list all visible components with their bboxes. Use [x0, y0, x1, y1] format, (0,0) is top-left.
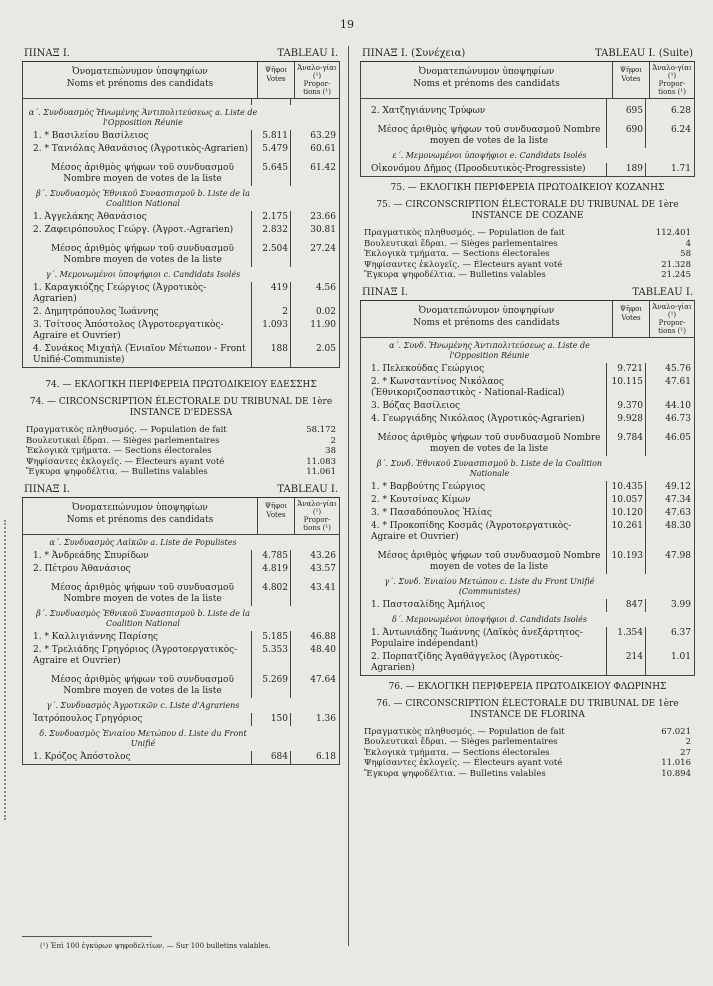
list-heading: β΄. Συνδ. Ἐθνικοῦ Συνασπισμοῦ b. Liste de la Coalition Nationale — [376, 458, 603, 478]
table-header: Ὀνοματεπώνυμον ὑποψηφίων Noms et prénoms des candidats Ψῆφοι Votes Ἀναλο-γίαι (¹) Propor-tions (¹) — [23, 498, 339, 535]
table-row: Οἰκονόμου Δῆμος (Προοδευτικὸς-Progressiste) 189 1.71 — [361, 163, 694, 176]
district-stats: Πραγματικὸς πληθυσμός. — Population de fait 58.172 Βουλευτικαὶ ἕδραι. — Sièges parlementaires 2 Ἐκλογικὰ τμήματα. — Sections électorales 38 Ψηφίσαντες ἐκλογεῖς. — Électeurs ayant voté 11.083 Ἔγκυρα ψηφοδέλτια. — Bulletins valables 11.061 — [26, 425, 336, 477]
table-heading: ΠΙΝΑΞ Ι. TABLEAU I. — [360, 287, 695, 301]
table-header: Ὀνοματεπώνυμον ὑποψηφίων Noms et prénoms des candidats Ψῆφοι Votes Ἀναλο-γίαι (¹) Propor-tions (¹) — [23, 62, 339, 99]
average-row: Μέσος ἀριθμὸς ψήφων τοῦ συνδυασμοῦ Nombre moyen de votes de la liste 690 6.24 — [361, 124, 694, 148]
binding-holes — [4, 520, 12, 820]
average-row: Μέσος ἀριθμὸς ψήφων τοῦ συνδυασμοῦ Nombre moyen de votes de la liste 5.269 47.64 — [23, 674, 339, 698]
table-header: Ὀνοματεπώνυμον ὑποψηφίων Noms et prénoms des candidats Ψῆφοι Votes Ἀναλο-γίαι (¹) Propor-tions (¹) — [361, 62, 694, 99]
table-row: 1. Καραγκιόζης Γεώργιος (Ἀγροτικὸς-Agrarien) 419 4.56 — [23, 282, 339, 306]
table-row: 1. Παστσαλίδης Ἀμήλιος 847 3.99 — [361, 599, 694, 612]
table-row: 2. * Τανιόλας Ἀθανάσιος (Ἀγροτικὸς-Agrarien) 5.479 60.61 — [23, 143, 339, 156]
table-row: 2. Πέτρου Ἀθανάσιος 4.819 43.57 — [23, 563, 339, 576]
section-title-french: 74. — CIRCONSCRIPTION ÉLECTORALE DU TRIBUNAL DE 1ère INSTANCE D'EDESSA — [29, 397, 333, 418]
list-heading: γ΄. Μεμονωμένοι ὑποψήφιοι c. Candidats Isolés — [45, 270, 241, 279]
results-table — [22, 62, 340, 368]
left-column — [22, 48, 340, 765]
section-title-greek: 76. — ΕΚΛΟΓΙΚΗ ΠΕΡΙΦΕΡΕΙΑ ΠΡΩΤΟΔΙΚΕΙΟΥ ΦΛΩΡΙΝΗΣ — [388, 681, 667, 692]
results-table — [22, 498, 340, 765]
average-row: Μέσος ἀριθμὸς ψήφων τοῦ συνδυασμοῦ Nombre moyen de votes de la liste 10.193 47.98 — [361, 550, 694, 574]
table-row: 1. Ἀγγελάκης Ἀθανάσιος 2.175 23.66 — [23, 211, 339, 224]
table-row: 4. * Προκοπίδης Κοσμᾶς (Ἀγροτοεργατικὸς-Agraire et Ouvrier) 10.261 48.30 — [361, 520, 694, 544]
results-table — [360, 301, 695, 676]
list-heading: γ΄. Συνδυασμὸς Ἀγροτικῶν c. Liste d'Agrariens — [46, 700, 240, 710]
table-row: 3. Τσίτσος Ἀπόστολος (Ἀγροτοεργατικὸς-Agraire et Ouvrier) 1.093 11.90 — [23, 319, 339, 343]
table-heading: ΠΙΝΑΞ Ι. (Συνέχεια) TABLEAU I. (Suite) — [360, 48, 695, 62]
table-row: 1. * Ἀνδρεάδης Σπυρίδων 4.785 43.26 — [23, 550, 339, 563]
table-row: 1. * Βαρβούτης Γεώργιος 10.435 49.12 — [361, 481, 694, 494]
average-row: Μέσος ἀριθμὸς ψήφων τοῦ συνδυασμοῦ Nombre moyen de votes de la liste 5.645 61.42 — [23, 162, 339, 186]
list-heading: β΄. Συνδυασμὸς Ἐθνικοῦ Συνασπισμοῦ b. Liste de la Coalition National — [36, 189, 250, 208]
district-stats: Πραγματικὸς πληθυσμός. — Population de fait 67.021 Βουλευτικαὶ ἕδραι. — Sièges parlementaires 2 Ἐκλογικὰ τμήματα. — Sections électorales 27 Ψηφίσαντες ἐκλογεῖς. — Électeurs ayant voté 11.016 Ἔγκυρα ψηφοδέλτια. — Bulletins valables 10.894 — [364, 726, 691, 779]
section-title-greek: 74. — ΕΚΛΟΓΙΚΗ ΠΕΡΙΦΕΡΕΙΑ ΠΡΩΤΟΔΙΚΕΙΟΥ ΕΔΕΣΣΗΣ — [45, 380, 317, 390]
table-row: 1. Κρόζος Ἀπόστολος 684 6.18 — [23, 751, 339, 764]
table-row: 2. * Κουτσίνας Κίμων 10.057 47.34 — [361, 494, 694, 507]
table-heading: ΠΙΝΑΞ Ι. TABLEAU I. — [22, 48, 340, 62]
list-heading: β΄. Συνδυασμὸς Ἐθνικοῦ Συνασπισμοῦ b. Liste de la Coalition National — [36, 608, 250, 628]
table-row: 2. * Κωνσταντίνος Νικόλαος (Ἐθνικοριζοσπαστικὸς - National-Radical) 10.115 47.61 — [361, 376, 694, 400]
table-row: 3. * Πασαδόπουλος Ἠλίας 10.120 47.63 — [361, 507, 694, 520]
list-heading: α΄. Συνδ. Ἡνωμένης Ἀντιπολιτεύσεως a. Liste de l'Opposition Réunie — [389, 340, 590, 360]
table-row: 4. Συνάκος Μιχαὴλ (Ἑνιαῖον Μέτωπον - Front Unifié-Communiste) 188 2.05 — [23, 343, 339, 367]
average-row: Μέσος ἀριθμὸς ψήφων τοῦ συνδυασμοῦ Nombre moyen de votes de la liste 2.504 27.24 — [23, 243, 339, 267]
table-row: 1. Ἀντωνιάδης Ἰωάννης (Λαϊκὸς ἀνεξάρτητος-Populaire indépendant) 1.354 6.37 — [361, 627, 694, 651]
table-row: 2. * Τρελιάδης Γρηγόριος (Ἀγροτοεργατικὸς-Agraire et Ouvrier) 5.353 48.40 — [23, 644, 339, 668]
list-heading: δ. Συνδυασμὸς Ἑνιαίου Μετώπου d. Liste du Front Unifié — [39, 728, 247, 748]
table-heading: ΠΙΝΑΞ Ι. TABLEAU I. — [22, 484, 340, 498]
list-heading: γ΄. Συνδ. Ἑνιαίου Μετώπου c. Liste du Front Unifié (Communistes) — [384, 576, 595, 596]
district-stats: Πραγματικὸς πληθυσμός. — Population de fait 112.401 Βουλευτικαὶ ἕδραι. — Sièges parlementaires 4 Ἐκλογικὰ τμήματα. — Sections électorales 58 Ψηφίσαντες ἐκλογεῖς. — Électeurs ayant voté 21.328 Ἔγκυρα ψηφοδέλτια. — Bulletins valables 21.245 — [364, 228, 691, 280]
column-divider — [348, 46, 349, 946]
footnote: (¹) Ἐπὶ 100 ἐγκύρων ψηφοδελτίων. — Sur 100 bulletins valables. — [40, 942, 271, 950]
table-row: 2. Πορπατζίδης Ἀγαθάγγελος (Ἀγροτικὸς-Agrarien) 214 1.01 — [361, 651, 694, 675]
section-title-french: 76. — CIRCONSCRIPTION ÉLECTORALE DU TRIBUNAL DE 1ère INSTANCE DE FLORINA — [376, 698, 679, 720]
table-row: Ἰατρόπουλος Γρηγόριος 150 1.36 — [23, 713, 339, 726]
average-row: Μέσος ἀριθμὸς ψήφων τοῦ συνδυασμοῦ Nombre moyen de votes de la liste 4.802 43.41 — [23, 582, 339, 606]
table-header: Ὀνοματεπώνυμον ὑποψηφίων Noms et prénoms des candidats Ψῆφοι Votes Ἀναλο-γίαι (¹) Propor-tions (¹) — [361, 301, 694, 338]
average-row: Μέσος ἀριθμὸς ψήφων τοῦ συνδυασμοῦ Nombre moyen de votes de la liste 9.784 46.05 — [361, 432, 694, 456]
section-title-greek: 75. — ΕΚΛΟΓΙΚΗ ΠΕΡΙΦΕΡΕΙΑ ΠΡΩΤΟΔΙΚΕΙΟΥ ΚΟΖΑΝΗΣ — [390, 183, 665, 193]
section-title-french: 75. — CIRCONSCRIPTION ÉLECTORALE DU TRIBUNAL DE 1ère INSTANCE DE COZANE — [376, 200, 679, 221]
table-row: 3. Βόζας Βασίλειος 9.370 44.10 — [361, 400, 694, 413]
list-heading: ε΄. Μεμονωμένοι ὑποψήφιοι e. Candidats Isolés — [392, 151, 587, 160]
table-row: 1. * Καλλιγιάννης Παρίσης 5.185 46.88 — [23, 631, 339, 644]
table-row: 2. Ζαφειρόπουλος Γεώργ. (Ἀγροτ.-Agrarien) 2.832 30.81 — [23, 224, 339, 237]
list-heading: δ΄. Μεμονωμένοι ὑποψήφιοι d. Candidats Isolés — [391, 614, 588, 624]
table-row: 4. Γεωργιάδης Νικόλαος (Ἀγροτικὸς-Agrarien) 9.928 46.73 — [361, 413, 694, 426]
results-table — [360, 62, 695, 177]
footnote-rule — [22, 936, 152, 937]
table-row: 1. Πελεκούδας Γεώργιος 9.721 45.76 — [361, 363, 694, 376]
list-heading: α΄. Συνδυασμὸς Ἡνωμένης Ἀντιπολιτεύσεως a. Liste de l'Opposition Réunie — [28, 108, 258, 127]
table-row: 2. Χατζηγιάννης Τρύφων 695 6.28 — [361, 105, 694, 118]
table-row: 1. * Βασιλείου Βασίλειος 5.811 63.29 — [23, 130, 339, 143]
list-heading: α΄. Συνδυασμὸς Λαϊκῶν a. Liste de Populistes — [49, 537, 237, 547]
page-number: 19 — [340, 18, 354, 31]
table-row: 2. Δημητρόπουλος Ἰωάννης 2 0.02 — [23, 306, 339, 319]
right-column — [360, 48, 695, 785]
